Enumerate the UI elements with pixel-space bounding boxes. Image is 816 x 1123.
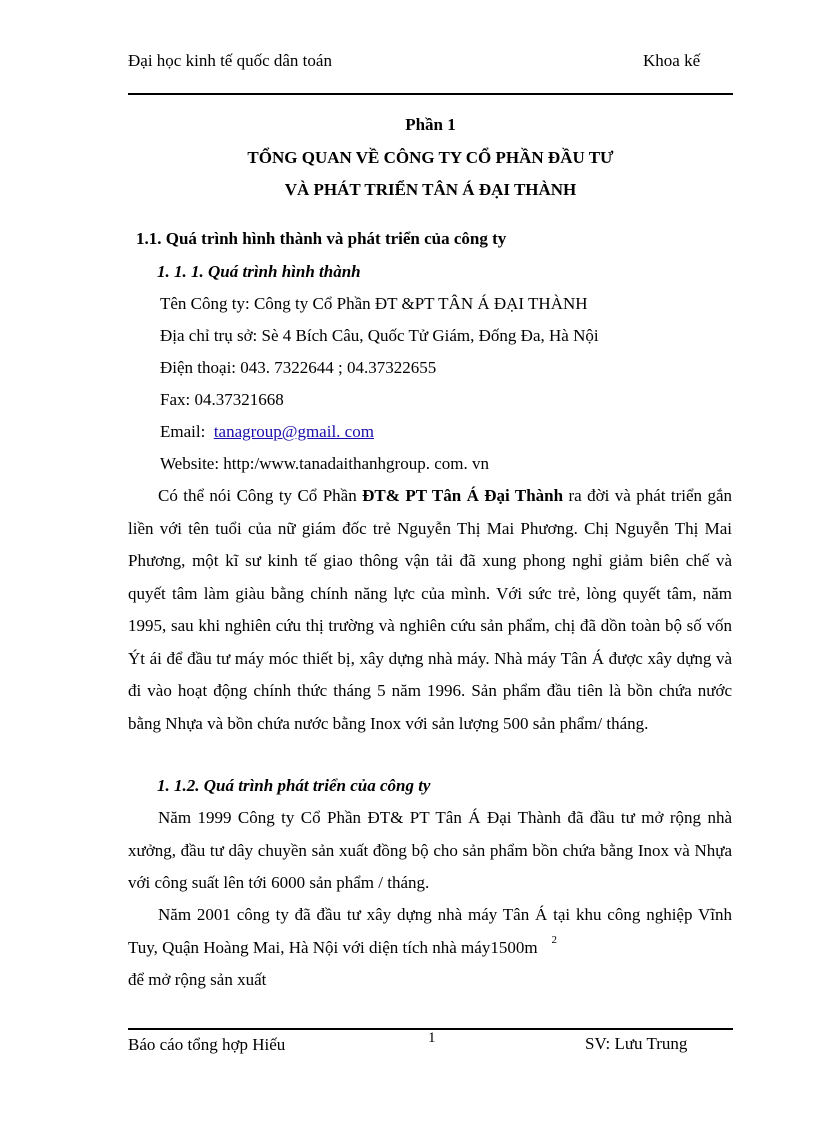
paragraph-text: ra đời và phát triển gắn liền với tên tuổi của nữ giám đốc trẻ Nguyễn Thị Mai Phương. Chị Nguyễn Thị Mai Phương, một kĩ sư kinh tế giao thông vận tải đã xung phong nghỉ giảm biên chế và quyết tâm làm giàu bằng chính năng lực của mình. Với sức trẻ, lòng quyết tâm, năm 1995, sau khi nghiên cứu thị trường và nghiên cứu sản phẩm, chị đã dồn toàn bộ số vốn Ýt ái để đầu tư máy móc thiết bị, xây dựng nhà máy. Nhà máy Tân Á được xây dựng và đi vào hoạt động chính thức tháng 5 năm 1996. Sản phẩm đầu tiên là bồn chứa nước bằng Nhựa và bồn chứa nước bằng Inox với sản lượng 500 sản phẩm/ tháng.	[128, 486, 732, 733]
company-name: Tên Công ty: Công ty Cổ Phần ĐT &PT TÂN Á ĐẠI THÀNH	[160, 294, 588, 313]
paragraph-2001-last-line: để mở rộng sản xuất	[128, 970, 267, 989]
section-heading-1-1: 1.1. Quá trình hình thành và phát triển của công ty	[136, 229, 507, 248]
company-website: Website: http:/www.tanadaithanhgroup. com. vn	[160, 454, 489, 473]
part-title: Phần 1	[405, 115, 456, 134]
company-fax: Fax: 04.37321668	[160, 390, 284, 409]
paragraph-history	[128, 480, 732, 740]
chapter-title-line2: VÀ PHÁT TRIỂN TÂN Á ĐẠI THÀNH	[284, 180, 577, 199]
header-left: Đại học kinh tế quốc dân toán	[128, 51, 332, 70]
footer-left: Báo cáo tổng hợp Hiếu	[128, 1035, 286, 1054]
company-name-bold: ĐT& PT Tân Á Đại Thành	[362, 486, 564, 505]
section-heading-1-1-2: 1. 1.2. Quá trình phát triển của công ty	[157, 776, 431, 795]
header-right: Khoa kế	[643, 51, 701, 70]
company-email-row	[160, 422, 374, 442]
header-divider	[128, 93, 733, 95]
paragraph-1999: Năm 1999 Công ty Cổ Phần ĐT& PT Tân Á Đại Thành đã đầu tư mở rộng nhà xưởng, đầu tư dây chuyền sản xuất đồng bộ cho sản phẩm bồn chứa bằng Inox và Nhựa với công suất lên tới 6000 sản phẩm / tháng.	[128, 808, 732, 892]
chapter-title-line1: TỔNG QUAN VỀ CÔNG TY CỔ PHẦN ĐẦU TƯ	[247, 148, 614, 167]
superscript: 2	[551, 933, 558, 946]
page-number: 1	[428, 1030, 436, 1046]
company-phone: Điện thoại: 043. 7322644 ; 04.37322655	[160, 358, 437, 377]
email-link[interactable]: tanagroup@gmail. com	[213, 422, 374, 441]
paragraph-2001	[128, 899, 732, 966]
paragraph-text: Năm 2001 công ty đã đầu tư xây dựng nhà máy Tân Á tại khu công nghiệp Vĩnh Tuy, Quận Hoàng Mai, Hà Nội với diện tích nhà máy1500m	[128, 905, 732, 957]
section-heading-1-1-1: 1. 1. 1. Quá trình hình thành	[157, 262, 361, 281]
email-label: Email:	[160, 422, 206, 441]
company-address: Địa chỉ trụ sở: Sè 4 Bích Câu, Quốc Tử Giám, Đống Đa, Hà Nội	[160, 326, 599, 345]
footer-right: SV: Lưu Trung	[585, 1034, 688, 1053]
paragraph-text: Có thể nói Công ty Cổ Phần	[158, 486, 363, 505]
